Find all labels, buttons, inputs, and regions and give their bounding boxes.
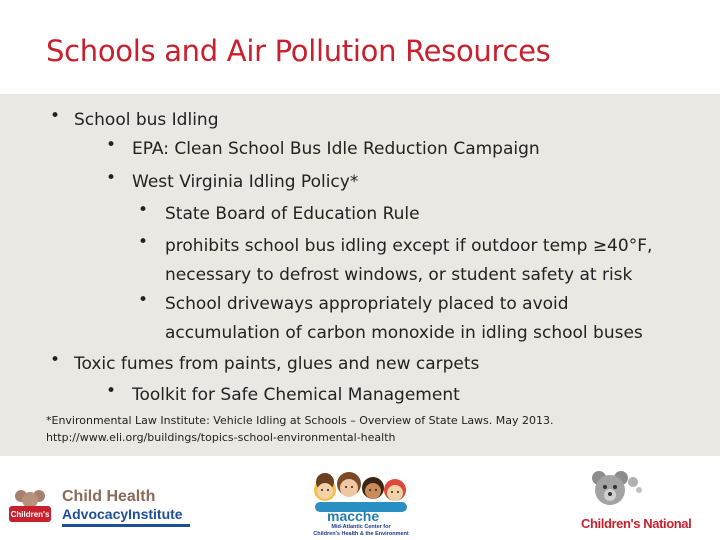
title-band <box>0 0 720 88</box>
childrens-national-wordmark: Children's National <box>581 516 692 531</box>
bullet-dot: • <box>138 290 149 310</box>
footnote-citation: *Environmental Law Institute: Vehicle Idling at Schools – Overview of State Laws. May 2013. <box>46 414 554 427</box>
bullet-text: Toxic fumes from paints, glues and new carpets <box>74 354 480 374</box>
bullet-text: School bus Idling <box>74 110 219 130</box>
chai-line-2: AdvocacyInstitute <box>62 506 183 522</box>
bullet-dot: • <box>50 350 61 370</box>
macche-subtitle-line-2: Children's Health & the Environment <box>313 531 409 537</box>
logo-bar <box>0 456 720 540</box>
bullet-dot: • <box>106 381 117 401</box>
macche-logo <box>305 462 415 540</box>
bullet-dot: • <box>106 168 117 188</box>
footnote <box>46 412 554 446</box>
chai-badge-icon <box>6 486 54 530</box>
macche-subtitle <box>309 524 413 538</box>
bullet-text: State Board of Education Rule <box>165 204 420 224</box>
bullet-dot: • <box>138 232 149 252</box>
bullet-text-continued: necessary to defrost windows, or student safety at risk <box>165 265 633 285</box>
bullet-dot: • <box>138 200 149 220</box>
bullet-dot: • <box>106 135 117 155</box>
child-health-advocacy-institute-logo <box>6 486 196 530</box>
chai-badge-text: Children's <box>10 510 50 519</box>
bullet-text: Toolkit for Safe Chemical Management <box>132 385 460 405</box>
footnote-link[interactable]: http://www.eli.org/buildings/topics-school-environmental-health <box>46 431 396 444</box>
bullet-text: West Virginia Idling Policy* <box>132 172 359 192</box>
bullet-text: School driveways appropriately placed to avoid <box>165 294 569 314</box>
content-area <box>0 94 720 456</box>
macche-subtitle-line-1: Mid-Atlantic Center for <box>331 524 391 530</box>
teddy-bear-icon <box>585 468 645 518</box>
bullet-text-continued: accumulation of carbon monoxide in idling school buses <box>165 323 643 343</box>
slide-title: Schools and Air Pollution Resources <box>46 34 551 68</box>
chai-underline <box>62 524 190 527</box>
chai-line-1: Child Health <box>62 488 156 505</box>
childrens-national-logo <box>575 468 715 534</box>
macche-wordmark: macche <box>327 508 380 524</box>
bullet-dot: • <box>50 106 61 126</box>
children-faces-icon <box>305 462 415 512</box>
bullet-text: EPA: Clean School Bus Idle Reduction Campaign <box>132 139 540 159</box>
bullet-text: prohibits school bus idling except if outdoor temp ≥40°F, <box>165 236 653 256</box>
